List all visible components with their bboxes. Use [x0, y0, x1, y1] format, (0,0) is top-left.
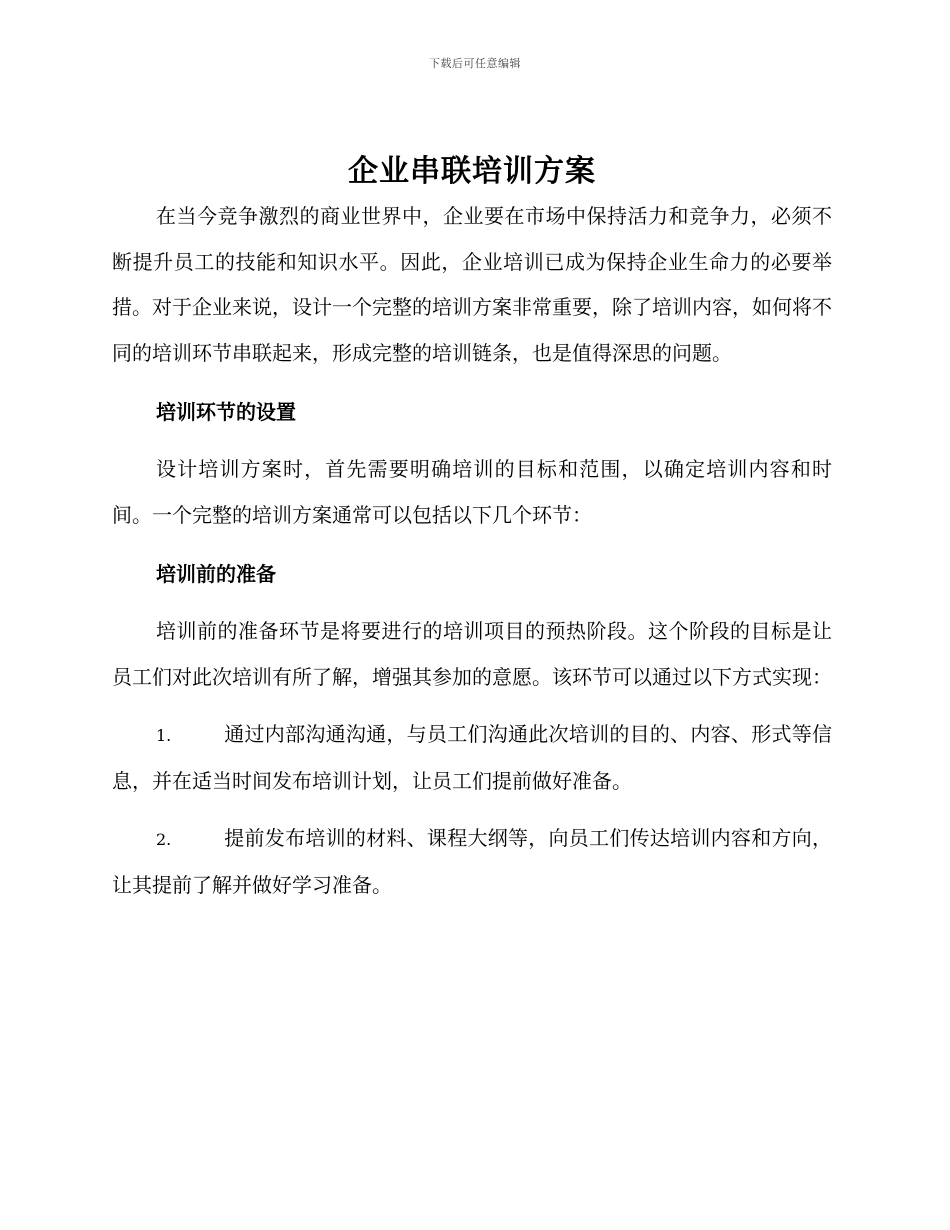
list-item-text: 通过内部沟通沟通，与员工们沟通此次培训的目的、内容、形式等信息，并在适当时间发布培训计划，让员工们提前做好准备。 — [112, 722, 832, 793]
list-item — [112, 712, 832, 804]
spacer — [112, 804, 832, 816]
header-note: 下载后可任意编辑 — [429, 57, 521, 70]
list-number: 2. — [156, 830, 172, 849]
section-heading-preparation: 培训前的准备 — [156, 562, 276, 586]
spacer — [112, 376, 832, 390]
document-body — [112, 150, 832, 908]
spacer — [112, 538, 832, 552]
document-title: 企业串联培训方案 — [348, 154, 596, 189]
spacer — [112, 435, 832, 447]
section-heading-settings: 培训环节的设置 — [156, 400, 296, 424]
spacer — [112, 700, 832, 712]
section-paragraph-settings: 设计培训方案时，首先需要明确培训的目标和范围，以确定培训内容和时间。一个完整的培训方案通常可以包括以下几个环节： — [112, 457, 832, 527]
intro-paragraph: 在当今竞争激烈的商业世界中，企业要在市场中保持活力和竞争力，必须不断提升员工的技能和知识水平。因此，企业培训已成为保持企业生命力的必要举措。对于企业来说，设计一个完整的培训方案非常重要，除了培训内容，如何将不同的培训环节串联起来，形成完整的培训链条，也是值得深思的问题。 — [112, 204, 832, 365]
list-item-text: 提前发布培训的材料、课程大纲等，向员工们传达培训内容和方向，让其提前了解并做好学习准备。 — [112, 826, 832, 897]
list-item — [112, 816, 832, 908]
list-number: 1. — [156, 726, 172, 745]
section-paragraph-preparation: 培训前的准备环节是将要进行的培训项目的预热阶段。这个阶段的目标是让员工们对此次培训有所了解，增强其参加的意愿。该环节可以通过以下方式实现： — [112, 619, 832, 689]
spacer — [112, 597, 832, 609]
